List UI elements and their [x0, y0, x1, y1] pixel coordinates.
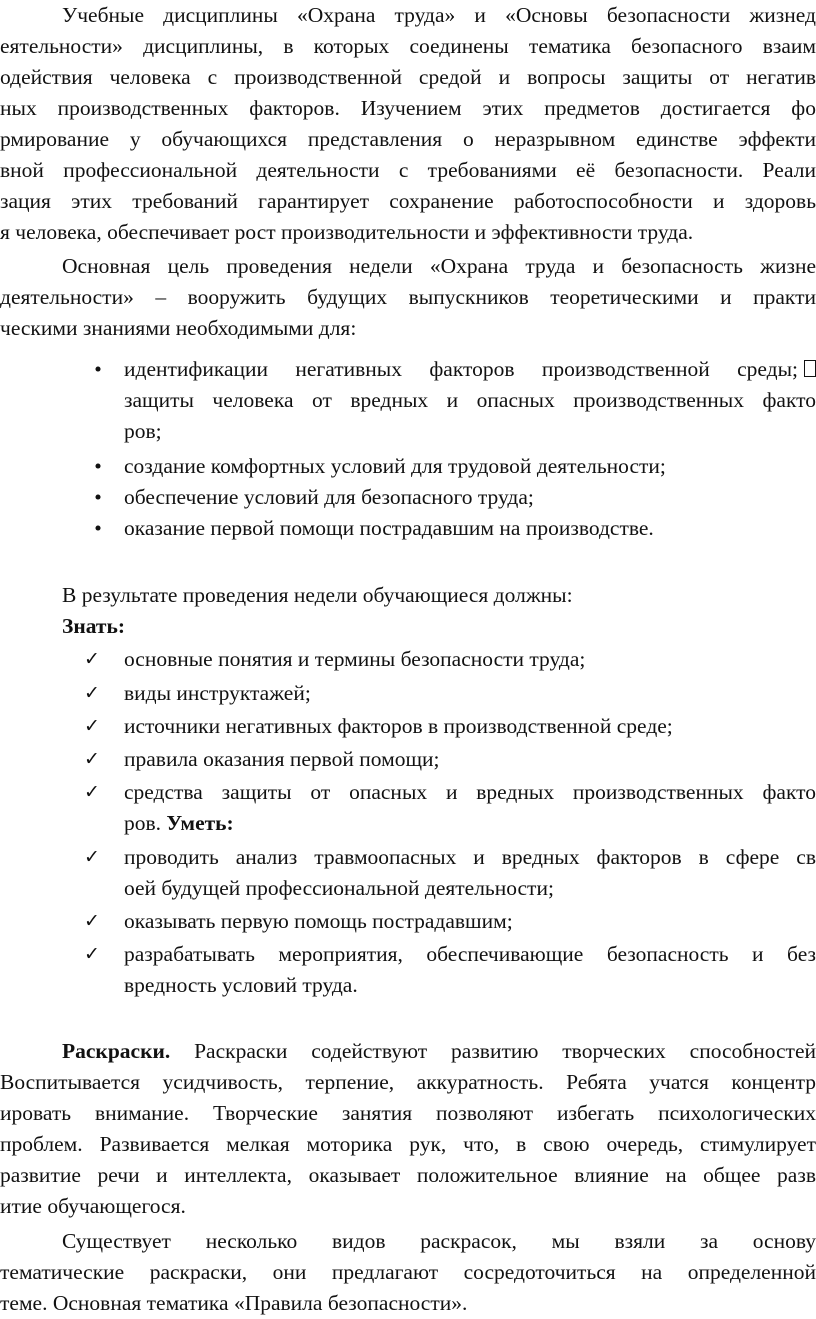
- checklist-item: [0, 906, 816, 937]
- know-heading: Знать:: [62, 614, 126, 638]
- bullet-icon: •: [94, 357, 102, 381]
- checklist-item-text: разрабатывать мероприятия, обеспечивающие безопасность и без: [124, 942, 816, 966]
- bullet-item: [0, 482, 816, 513]
- coloring-title: Раскраски.: [62, 1039, 171, 1063]
- paragraph-line: Воспитывается усидчивость, терпение, аккуратность. Ребята учатся концентр: [0, 1070, 816, 1094]
- bullet-icon: •: [94, 516, 102, 540]
- paragraph-line: я человека, обеспечивает рост производительности и эффективности труда.: [0, 220, 694, 244]
- paragraph-line: ировать внимание. Творческие занятия позволяют избегать психологических: [0, 1101, 816, 1125]
- checklist-item: [0, 711, 816, 742]
- checklist-item-text: правила оказания первой помощи;: [124, 747, 440, 771]
- bullet-item-continuation: [0, 385, 816, 416]
- checklist-item-continuation: [0, 970, 816, 1001]
- checklist-item-text: проводить анализ травмоопасных и вредных факторов в сфере св: [124, 845, 816, 869]
- paragraph-text: Раскраски содействуют развитию творческих способностей: [170, 1039, 816, 1063]
- paragraph-line: Существует несколько видов раскрасок, мы взяли за основу: [62, 1229, 816, 1253]
- checkmark-icon: ✓: [84, 715, 100, 737]
- paragraph-line: [0, 1036, 816, 1067]
- checklist-item: [0, 777, 816, 808]
- checklist-item-text: оей будущей профессиональной деятельности;: [124, 876, 554, 900]
- checklist-item-text: ров.: [124, 811, 162, 835]
- checklist-item-text: виды инструктажей;: [124, 681, 311, 705]
- checklist-item-text: оказывать первую помощь пострадавшим;: [124, 909, 513, 933]
- bullet-item: [0, 513, 816, 544]
- checkmark-icon: ✓: [84, 748, 100, 770]
- checklist-item-text: средства защиты от опасных и вредных производственных факто: [124, 780, 816, 804]
- checklist-item: [0, 842, 816, 873]
- can-heading: Уметь:: [166, 811, 234, 835]
- paragraph-line: теме. Основная тематика «Правила безопасности».: [0, 1291, 468, 1315]
- checklist-item: [0, 744, 816, 775]
- bullet-item-text: оказание первой помощи пострадавшим на производстве.: [124, 516, 654, 540]
- checkmark-icon: ✓: [84, 648, 100, 670]
- paragraph-line: одействия человека с производственной средой и вопросы защиты от негатив: [0, 65, 816, 89]
- paragraph-line: ческими знаниями необходимыми для:: [0, 316, 357, 340]
- checklist-item-continuation: [0, 808, 816, 839]
- paragraph-line: Основная цель проведения недели «Охрана труда и безопасность жизне: [62, 254, 816, 278]
- paragraph-line: рмирование у обучающихся представления о неразрывном единстве эффекти: [0, 127, 816, 151]
- checklist-item: [0, 644, 816, 675]
- checklist-item: [0, 939, 816, 970]
- bullet-item-text: создание комфортных условий для трудовой деятельности;: [124, 454, 666, 478]
- paragraph-line: тематические раскраски, они предлагают сосредоточиться на определенной: [0, 1260, 816, 1284]
- checkmark-icon: ✓: [84, 943, 100, 965]
- bullet-item-text: обеспечение условий для безопасного труда;: [124, 485, 534, 509]
- checklist-item-text: источники негативных факторов в производственной среде;: [124, 714, 673, 738]
- paragraph-line: зация этих требований гарантирует сохранение работоспособности и здоровь: [0, 189, 816, 213]
- paragraph-line: ных производственных факторов. Изучением этих предметов достигается фо: [0, 96, 816, 120]
- paragraph-line: развитие речи и интеллекта, оказывает положительное влияние на общее разв: [0, 1163, 816, 1187]
- missing-glyph-box-icon: [804, 360, 816, 377]
- checkmark-icon: ✓: [84, 682, 100, 704]
- bullet-item-text: идентификации негативных факторов производственной среды;: [124, 357, 798, 381]
- paragraph-line: вной профессиональной деятельности с требованиями её безопасности. Реали: [0, 158, 816, 182]
- bullet-icon: •: [94, 454, 102, 478]
- checkmark-icon: ✓: [84, 781, 100, 803]
- results-intro: В результате проведения недели обучающиеся должны:: [62, 583, 573, 607]
- bullet-item-text: защиты человека от вредных и опасных производственных факто: [124, 388, 816, 412]
- bullet-item: [0, 354, 816, 385]
- checklist-item: [0, 678, 816, 709]
- paragraph-line: еятельности» дисциплины, в которых соединены тематика безопасного взаим: [0, 34, 816, 58]
- bullet-item-continuation: [0, 416, 816, 447]
- paragraph-line: проблем. Развивается мелкая моторика рук, что, в свою очередь, стимулирует: [0, 1132, 816, 1156]
- paragraph-line: Учебные дисциплины «Охрана труда» и «Основы безопасности жизнед: [62, 3, 816, 27]
- paragraph-line: итие обучающегося.: [0, 1194, 186, 1218]
- bullet-item-text: ров;: [124, 419, 162, 443]
- checklist-item-continuation: [0, 873, 816, 904]
- checklist-item-text: основные понятия и термины безопасности труда;: [124, 647, 586, 671]
- checklist-item-text: вредность условий труда.: [124, 973, 358, 997]
- checkmark-icon: ✓: [84, 910, 100, 932]
- bullet-item: [0, 451, 816, 482]
- paragraph-line: деятельности» – вооружить будущих выпускников теоретическими и практи: [0, 285, 816, 309]
- bullet-icon: •: [94, 485, 102, 509]
- checkmark-icon: ✓: [84, 846, 100, 868]
